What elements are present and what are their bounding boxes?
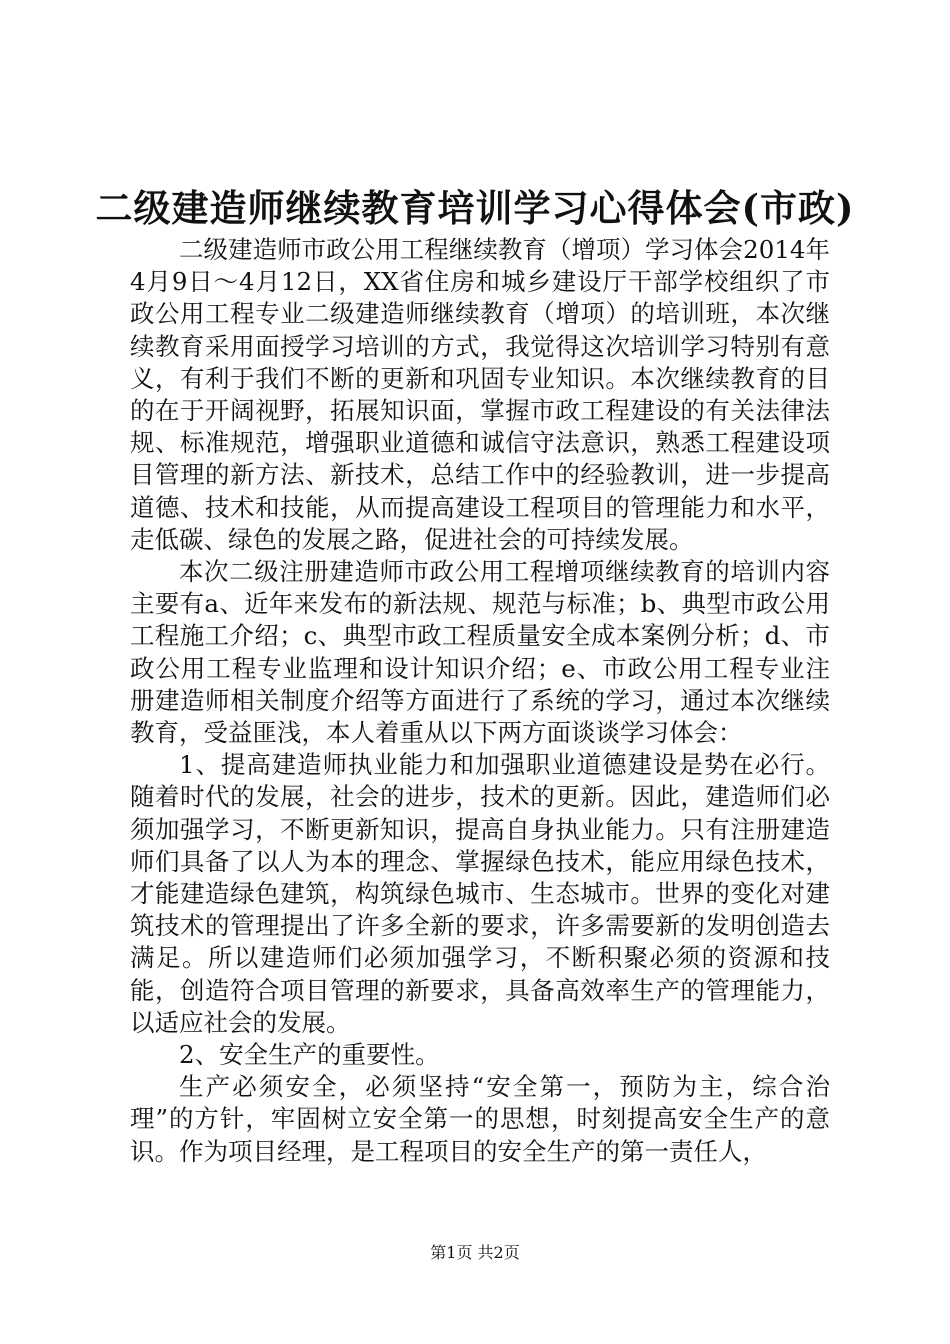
document-title: 二级建造师继续教育培训学习心得体会(市政) — [95, 186, 855, 230]
document-body — [130, 234, 830, 1168]
paragraph-point-1: 1、提高建造师执业能力和加强职业道德建设是势在必行。随着时代的发展，社会的进步，技术的更新。因此，建造师们必须加强学习，不断更新知识，提高自身执业能力。只有注册建造师们具备了以人为本的理念、掌握绿色技术，能应用绿色技术，才能建造绿色建筑，构筑绿色城市、生态城市。世界的变化对建筑技术的管理提出了许多全新的要求，许多需要新的发明创造去满足。所以建造师们必须加强学习，不断积聚必须的资源和技能，创造符合项目管理的新要求，具备高效率生产的管理能力，以适应社会的发展。 — [130, 750, 830, 1037]
paragraph-point-2-heading: 2、安全生产的重要性。 — [179, 1040, 440, 1070]
paragraph-intro: 二级建造师市政公用工程继续教育（增项）学习体会2014年4月9日～4月12日，XX省住房和城乡建设厅干部学校组织了市政公用工程专业二级建造师继续教育（增项）的培训班，本次继续教育采用面授学习培训的方式，我觉得这次培训学习特别有意义，有利于我们不断的更新和巩固专业知识。本次继续教育的目的在于开阔视野，拓展知识面，掌握市政工程建设的有关法律法规、标准规范，增强职业道德和诚信守法意识，熟悉工程建设项目管理的新方法、新技术，总结工作中的经验教训，进一步提高道德、技术和技能，从而提高建设工程项目的管理能力和水平，走低碳、绿色的发展之路，促进社会的可持续发展。 — [130, 235, 830, 554]
page-number: 第1页 共2页 — [430, 1243, 520, 1262]
paragraph-training-content: 本次二级注册建造师市政公用工程增项继续教育的培训内容主要有a、近年来发布的新法规、规范与标准；b、典型市政公用工程施工介绍；c、典型市政工程质量安全成本案例分析；d、市政公用工程专业监理和设计知识介绍；e、市政公用工程专业注册建造师相关制度介绍等方面进行了系统的学习，通过本次继续教育，受益匪浅，本人着重从以下两方面谈谈学习体会： — [130, 557, 830, 748]
paragraph-safety: 生产必须安全，必须坚持“安全第一，预防为主，综合治理”的方针，牢固树立安全第一的思想，时刻提高安全生产的意识。作为项目经理，是工程项目的安全生产的第一责任人， — [130, 1072, 830, 1166]
